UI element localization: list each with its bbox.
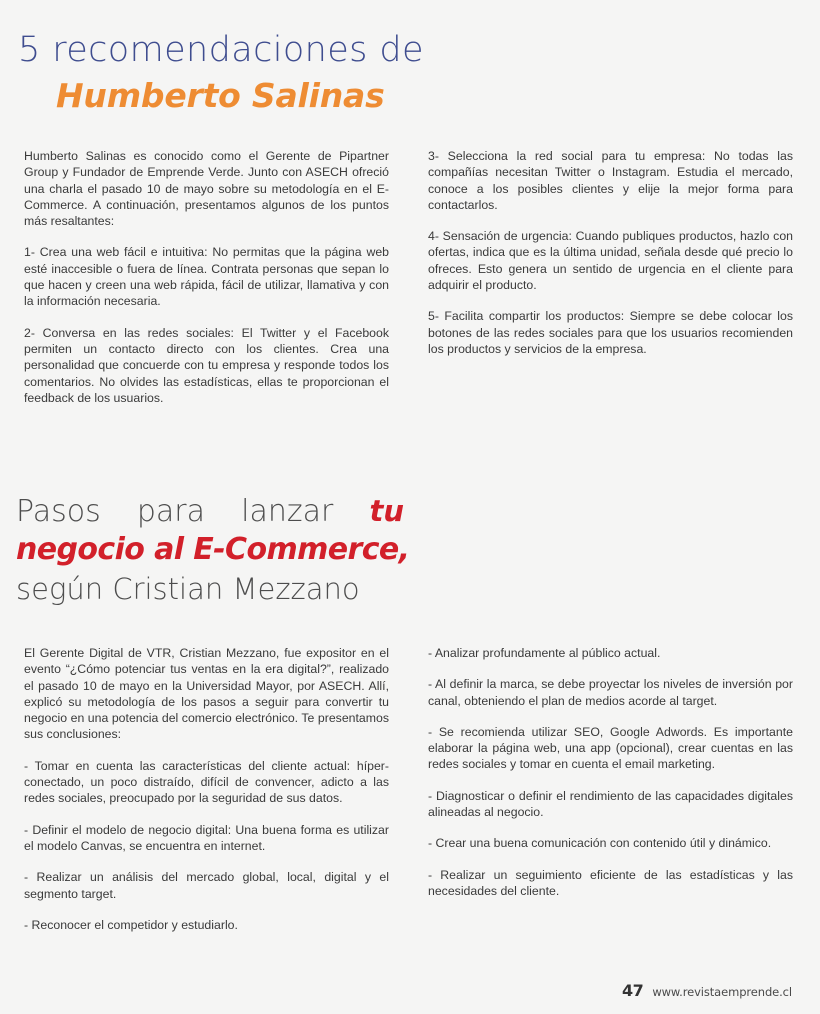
heading-word-lanzar: lanzar xyxy=(241,494,334,529)
paragraph: - Crear una buena comunicación con contenido útil y dinámico. xyxy=(428,836,772,851)
heading-word-para: para xyxy=(136,494,206,529)
section-1-heading xyxy=(18,30,578,116)
paragraph: - Reconocer el competidor y estudiarlo. xyxy=(24,917,238,932)
section-1-heading-line-1: 5 recomendaciones de xyxy=(18,30,424,70)
section-2-heading-line-1 xyxy=(16,495,404,528)
paragraph: 5- Facilita compartir los productos: Siempre se debe colocar los botones de las redes sociales para que los usuarios recomienden los productos y servicios de la empresa. xyxy=(428,309,793,356)
section-2-left-column xyxy=(24,645,389,933)
section-2-heading-line-2: negocio al E-Commerce, xyxy=(16,532,410,567)
paragraph: 1- Crea una web fácil e intuitiva: No permitas que la página web esté inaccesible o fuera de línea. Contrata personas que sepan lo que hacen y creen una web rápida, fácil de utilizar, llamativa y con la información necesaria. xyxy=(24,245,389,309)
section-2-heading-line-3: según Cristian Mezzano xyxy=(16,571,360,606)
paragraph: - Al definir la marca, se debe proyectar los niveles de inversión por canal, obteniendo el plan de medios acorde al target. xyxy=(428,677,793,708)
paragraph: - Realizar un análisis del mercado global, local, digital y el segmento target. xyxy=(24,870,389,901)
page-number: 47 xyxy=(622,981,644,1000)
paragraph: - Definir el modelo de negocio digital: Una buena forma es utilizar el modelo Canvas, se encuentra en internet. xyxy=(24,822,389,853)
paragraph: - Realizar un seguimiento eficiente de las estadísticas y las necesidades del cliente. xyxy=(428,867,793,898)
paragraph: El Gerente Digital de VTR, Cristian Mezzano, fue expositor en el evento “¿Cómo potenciar tus ventas en la era digital?”, realizado el pasado 10 de mayo en la Universidad Mayor, por ASECH. Allí, explicó su metodología de los pasos a seguir para convertir tu negocio en una potencia del comercio electrónico. Te presentamos sus conclusiones: xyxy=(24,646,389,742)
paragraph: - Analizar profundamente al público actual. xyxy=(428,646,661,660)
section-2-right-column xyxy=(428,645,793,899)
paragraph: 3- Selecciona la red social para tu empresa: No todas las compañías necesitan Twitter o Instagram. Estudia el mercado, conoce a los posibles clientes y elije la mejor forma para contactarlos. xyxy=(428,149,793,212)
section-1-right-column xyxy=(428,148,793,357)
paragraph: - Se recomienda utilizar SEO, Google Adwords. Es importante elaborar la página web, una app (opcional), crear cuentas en las redes sociales y tomar en cuenta el email marketing. xyxy=(428,724,793,772)
paragraph: - Tomar en cuenta las características del cliente actual: híper-conectado, un poco distraído, difícil de convencer, adicto a las redes sociales, preocupado por la seguridad de sus datos. xyxy=(24,758,389,806)
page-footer xyxy=(622,981,792,1000)
section-1-left-column xyxy=(24,148,389,406)
section-1-heading-line-2: Humberto Salinas xyxy=(56,76,385,116)
section-2-heading xyxy=(16,495,408,606)
heading-word-pasos: Pasos xyxy=(16,494,101,529)
paragraph: 2- Conversa en las redes sociales: El Twitter y el Facebook permiten un contacto directo con los clientes. Crea una personalidad que concuerde con tu empresa y responde todos los comentarios. No olvides las estadísticas, ellas te proporcionan el feedback de los usuarios. xyxy=(24,325,389,405)
footer-website: www.revistaemprende.cl xyxy=(652,985,792,999)
paragraph: 4- Sensación de urgencia: Cuando publiques productos, hazlo con ofertas, indica que es la última unidad, señala desde qué precio lo ofreces. Esto genera un sentido de urgencia en el cliente para adquirir el producto. xyxy=(428,229,793,293)
paragraph: Humberto Salinas es conocido como el Gerente de Pipartner Group y Fundador de Emprende Verde. Junto con ASECH ofreció una charla el pasado 10 de mayo sobre su metodología en el E-Commerce. A continuación, presentamos algunos de los puntos más resaltantes: xyxy=(24,149,389,229)
paragraph: - Diagnosticar o definir el rendimiento de las capacidades digitales alineadas al negocio. xyxy=(428,788,793,820)
heading-word-tu: tu xyxy=(369,494,404,528)
